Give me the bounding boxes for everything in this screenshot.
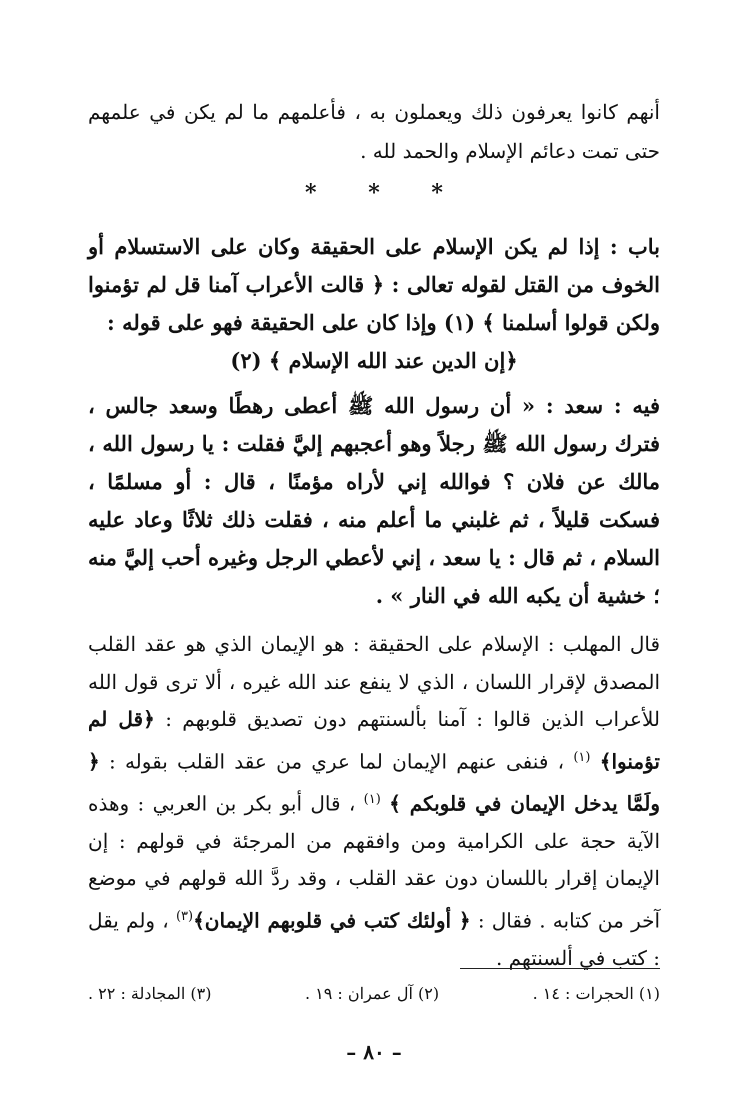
footnote-3: (٣) المجادلة : ٢٢ . — [88, 984, 212, 1003]
chapter-heading-last-line: ﴿إن الدين عند الله الإسلام ﴾ (٢) — [230, 348, 518, 373]
commentary-text: ، فنفى عنهم الإيمان لما عري من عقد القلب بقوله : — [108, 749, 565, 774]
footnote-1: (١) الحجرات : ١٤ . — [532, 984, 660, 1003]
footnote-ref: (١) — [573, 749, 591, 765]
commentary-text: ، ولم يقل : كتب في ألسنتهم . — [88, 908, 660, 970]
footnote-2: (٢) آل عمران : ١٩ . — [304, 984, 440, 1003]
quran-quote: ﴿قل لم تؤمنوا﴾ — [88, 707, 660, 774]
footnotes — [88, 982, 660, 1006]
commentary-text: ، قال أبو بكر بن العربي : وهذه الآية حجة على الكرامية ومن وافقهم من المرجئة في قولهم : إن الإيمان إقرار باللسان دون عقد القلب ، وقد ردَّ الله قولهم في موضع آخر من كتابه . فقال : — [88, 791, 661, 933]
footnote-ref: (٣) — [175, 908, 194, 924]
page-number: – ٨٠ – — [346, 1040, 402, 1064]
commentary-text: قال المهلب : الإسلام على الحقيقة : هو الإيمان الذي هو عقد القلب المصدق لإقرار اللسان ، الذي لا ينفع عند الله غيره ، ألا ترى قول الله للأعراب الذين قالوا : آمنا بألسنتهم دون تصديق قلوبهم : — [88, 632, 661, 731]
chapter-heading-main: باب : إذا لم يكن الإسلام على الحقيقة وكان على الاستسلام أو الخوف من القتل لقوله تعالى : ﴿ قالت الأعراب آمنا قل لم تؤمنوا ولكن قولوا أسلمنا ﴾ (١) وإذا كان على الحقيقة فهو على قوله : — [88, 234, 660, 335]
chapter-heading — [88, 228, 660, 380]
quran-quote: ﴿ أولئك كتب في قلوبهم الإيمان﴾ — [193, 908, 471, 933]
intro-paragraph: أنهم كانوا يعرفون ذلك ويعملون به ، فأعلمهم ما لم يكن في علمهم حتى تمت دعائم الإسلام والحمد لله . — [88, 100, 660, 163]
star-icon: * — [368, 180, 380, 206]
quran-quote: ﴿ ولَمَّا يدخل الإيمان في قلوبكم ﴾ — [88, 749, 661, 816]
footnote-separator — [460, 968, 660, 969]
section-separator-stars — [0, 180, 748, 206]
commentary-paragraph — [88, 626, 660, 977]
hadith-paragraph: فيه : سعد : « أن رسول الله ﷺ أعطى رهطًا وسعد جالس ، فترك رسول الله ﷺ رجلاً وهو أعجبهم إليَّ فقلت : يا رسول الله ، مالك عن فلان ؟ فوالله إني لأراه مؤمنًا ، قال : أو مسلمًا ، فسكت قليلاً ، ثم غلبني ما أعلم منه ، فقلت ذلك ثلاثًا وعاد عليه السلام ، ثم قال : يا سعد ، إني لأعطي الرجل وغيره أحب إليَّ منه ؛ خشية أن يكبه الله في النار » . — [88, 393, 660, 608]
star-icon: * — [305, 180, 317, 206]
footnote-ref: (١) — [363, 791, 381, 807]
star-icon: * — [431, 180, 443, 206]
